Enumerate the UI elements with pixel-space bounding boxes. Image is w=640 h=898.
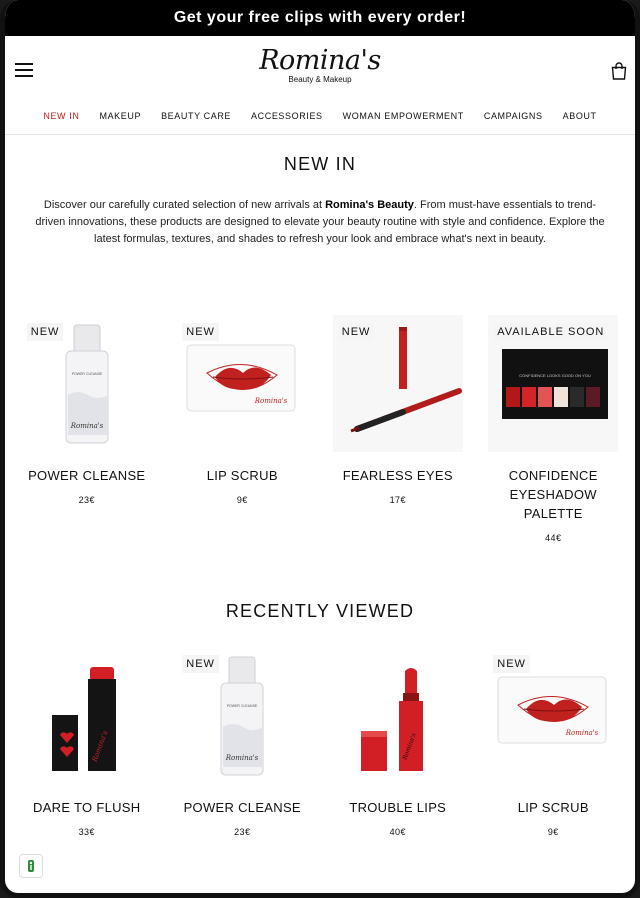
pouch-brand: Romina's <box>254 397 288 405</box>
recently-viewed-title: RECENTLY VIEWED <box>225 601 415 621</box>
stick-brand: Romina's <box>90 729 110 763</box>
intro-text-end: . From must-have essentials to trend-driven innovations, these products are designed to elevate your beauty routine with style and confidence. Explore the latest formulas, textures, and shades to refresh your look and embrace what's next in beauty. <box>35 199 605 245</box>
product-image[interactable] <box>488 647 618 784</box>
nav-new-in[interactable]: NEW IN <box>43 111 80 121</box>
product-image[interactable] <box>22 315 152 452</box>
recently-viewed-grid <box>5 647 635 837</box>
new-badge: NEW <box>182 323 219 341</box>
nav-makeup[interactable]: MAKEUP <box>99 111 142 121</box>
bottle-brand: Romina's <box>225 754 259 762</box>
nav-about[interactable]: ABOUT <box>562 111 597 121</box>
new-badge: NEW <box>182 655 219 673</box>
product-name[interactable]: CONFIDENCE EYESHADOW PALETTE <box>508 468 598 521</box>
blush-stick-image <box>22 647 152 784</box>
nav-beauty-care[interactable]: BEAUTY CARE <box>161 111 232 121</box>
main-nav <box>5 98 635 135</box>
product-price: 33€ <box>78 827 95 837</box>
product-name[interactable]: TROUBLE LIPS <box>349 800 447 815</box>
product-card-dare-to-flush[interactable] <box>17 647 157 837</box>
product-price: 9€ <box>547 827 559 837</box>
nav-woman-empowerment[interactable]: WOMAN EMPOWERMENT <box>342 111 464 121</box>
product-card-power-cleanse[interactable] <box>172 647 312 837</box>
product-name[interactable]: POWER CLEANSE <box>28 468 146 483</box>
new-in-grid <box>5 315 635 543</box>
bottle-label: POWER CLEANSE <box>71 372 103 376</box>
product-price: 23€ <box>78 495 95 505</box>
shopping-bag-icon[interactable] <box>611 62 627 80</box>
site-header <box>5 36 635 98</box>
product-price: 23€ <box>234 827 251 837</box>
product-name[interactable]: FEARLESS EYES <box>342 468 453 483</box>
new-badge: NEW <box>338 323 375 341</box>
product-card-power-cleanse[interactable] <box>17 315 157 543</box>
lipstick-image <box>333 647 463 784</box>
nav-campaigns[interactable]: CAMPAIGNS <box>483 111 543 121</box>
logo-script: Romina's <box>259 45 381 76</box>
product-image[interactable] <box>333 647 463 784</box>
hamburger-icon[interactable] <box>15 63 33 77</box>
new-badge: NEW <box>493 655 530 673</box>
product-name[interactable]: DARE TO FLUSH <box>33 800 141 815</box>
intro-text-start: Discover our carefully curated selection of new arrivals at <box>43 199 326 211</box>
product-card-lip-scrub[interactable] <box>172 315 312 543</box>
promo-bar[interactable] <box>5 0 635 36</box>
product-card-fearless-eyes[interactable] <box>328 315 468 543</box>
product-image[interactable] <box>22 647 152 784</box>
accessibility-widget-button[interactable] <box>19 854 43 878</box>
product-card-lip-scrub[interactable] <box>483 647 623 837</box>
product-name[interactable]: POWER CLEANSE <box>183 800 301 815</box>
product-price: 17€ <box>389 495 406 505</box>
product-card-trouble-lips[interactable] <box>328 647 468 837</box>
product-card-confidence-palette[interactable] <box>483 315 623 543</box>
bottle-label: POWER CLEANSE <box>226 704 258 708</box>
product-name[interactable]: LIP SCRUB <box>517 800 589 815</box>
product-name[interactable]: LIP SCRUB <box>206 468 278 483</box>
intro-brand: Romina's Beauty <box>325 199 414 211</box>
new-in-title: NEW IN <box>283 154 357 174</box>
logo-subtitle: Beauty & Makeup <box>288 75 352 84</box>
product-price: 40€ <box>389 827 406 837</box>
product-image[interactable] <box>177 315 307 452</box>
product-price: 9€ <box>236 495 248 505</box>
lipstick-brand: Romina's <box>401 732 418 761</box>
product-image[interactable] <box>488 315 618 452</box>
bottle-brand: Romina's <box>70 422 104 430</box>
palette-text: CONFIDENCE LOOKS GOOD ON YOU <box>519 373 591 378</box>
pouch-brand: Romina's <box>565 729 599 737</box>
new-badge: NEW <box>27 323 64 341</box>
product-image[interactable] <box>177 647 307 784</box>
site-logo[interactable] <box>259 46 381 84</box>
promo-text: Get your free clips with every order! <box>173 9 467 26</box>
nav-accessories[interactable]: ACCESSORIES <box>251 111 323 121</box>
new-in-intro <box>33 197 608 248</box>
available-soon-badge: AVAILABLE SOON <box>493 323 608 341</box>
product-image[interactable] <box>333 315 463 452</box>
product-price: 44€ <box>545 533 562 543</box>
accessibility-icon <box>26 858 36 874</box>
